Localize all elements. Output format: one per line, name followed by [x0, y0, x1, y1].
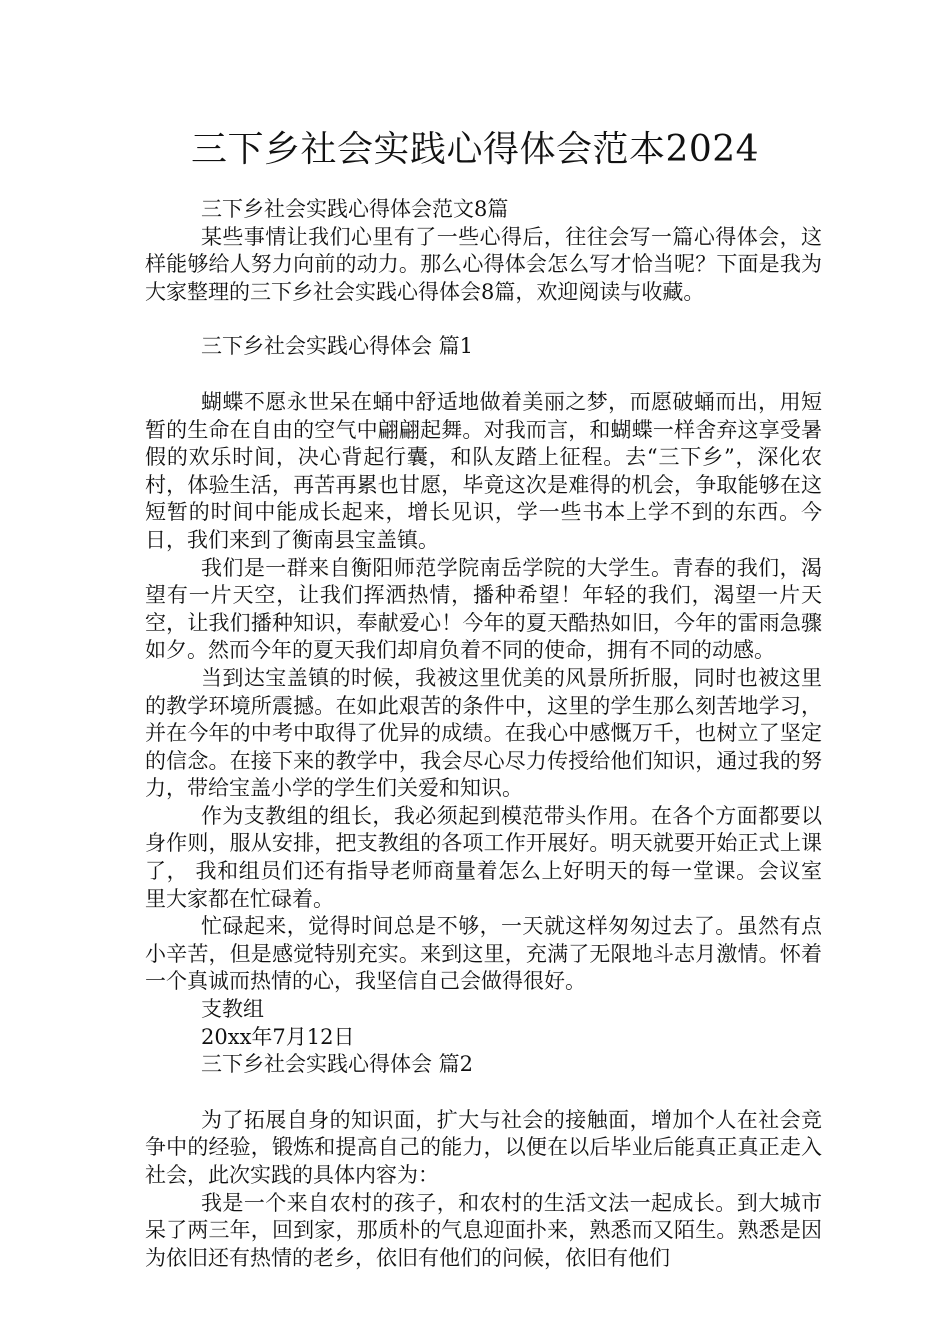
document-subtitle: 三下乡社会实践心得体会范文8篇	[201, 197, 509, 221]
spacer	[145, 361, 822, 389]
section-1-paragraph: 我们是一群来自衡阳师范学院南岳学院的大学生。青春的我们，渴望有一片天空，让我们挥洒热情，播种希望！年轻的我们，渴望一片天空，让我们播种知识，奉献爱心！今年的夏天酷热如旧，今年的雷雨急骤如夕。然而今年的夏天我们却肩负着不同的使命，拥有不同的动感。	[145, 555, 822, 663]
section-1-paragraph: 忙碌起来，觉得时间总是不够，一天就这样匆匆过去了。虽然有点小辛苦，但是感觉特别充实。来到这里，充满了无限地斗志月激情。怀着一个真诚而热情的心，我坚信自己会做得很好。	[145, 914, 822, 994]
section-1-heading: 三下乡社会实践心得体会 篇1	[201, 334, 474, 359]
spacer	[145, 1079, 822, 1107]
section-1-paragraph: 当到达宝盖镇的时候，我被这里优美的风景所折服，同时也被这里的教学环境所震撼。在如此艰苦的条件中，这里的学生那么刻苦地学习，并在今年的中考中取得了优异的成绩。在我心中感慨万千，也树立了坚定的信念。在接下来的教学中，我会尽心尽力传授给他们知识，通过我的努力，带给宝盖小学的学生们关爱和知识。	[145, 665, 822, 801]
section-1-paragraph: 作为支教组的组长，我必须起到模范带头作用。在各个方面都要以身作则，服从安排，把支教组的各项工作开展好。明天就要开始正式上课了， 我和组员们还有指导老师商量着怎么上好明天的每一堂课。会议室里大家都在忙碌着。	[145, 803, 822, 911]
section-1-signature: 支教组	[201, 997, 264, 1022]
document-body	[145, 196, 822, 1272]
document-title: 三下乡社会实践心得体会范本2024	[190, 129, 760, 170]
section-1-paragraph: 蝴蝶不愿永世呆在蛹中舒适地做着美丽之梦，而愿破蛹而出，用短暂的生命在自由的空气中翩翩起舞。对我而言，和蝴蝶一样舍弃这享受暑假的欢乐时间，决心背起行囊，和队友踏上征程。去“三下乡”，深化农村，体验生活，再苦再累也甘愿，毕竟这次是难得的机会，争取能够在这短暂的时间中能成长起来，增长见识，学一些书本上学不到的东西。今日，我们来到了衡南县宝盖镇。	[145, 389, 822, 552]
section-2-paragraph: 我是一个来自农村的孩子，和农村的生活文法一起成长。到大城市呆了两三年，回到家，那质朴的气息迎面扑来，熟悉而又陌生。熟悉是因为依旧还有热情的老乡，依旧有他们的问候，依旧有他们	[145, 1190, 822, 1270]
intro-paragraph: 某些事情让我们心里有了一些心得后，往往会写一篇心得体会，这样能够给人努力向前的动力。那么心得体会怎么写才恰当呢？下面是我为大家整理的三下乡社会实践心得体会8篇，欢迎阅读与收藏。	[145, 224, 822, 304]
section-1-date: 20xx年7月12日	[201, 1024, 355, 1049]
spacer	[145, 306, 822, 333]
section-2-paragraph: 为了拓展自身的知识面，扩大与社会的接触面，增加个人在社会竞争中的经验，锻炼和提高自己的能力，以便在以后毕业后能真正真正走入社会，此次实践的具体内容为：	[145, 1107, 822, 1187]
section-2-heading: 三下乡社会实践心得体会 篇2	[201, 1052, 474, 1077]
